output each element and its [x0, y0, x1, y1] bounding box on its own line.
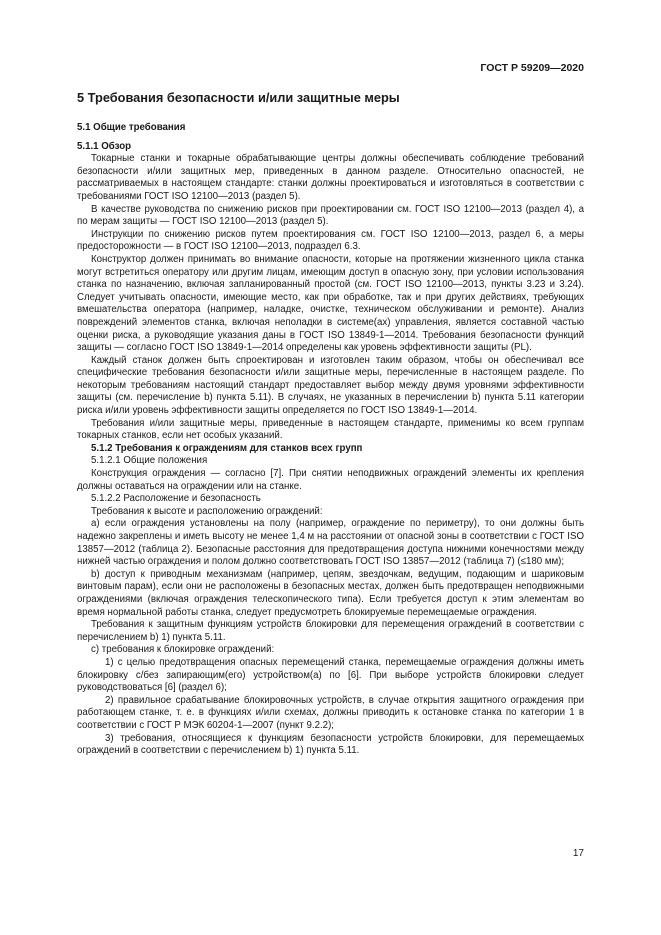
overview-title: 5.1.1 Обзор: [77, 140, 132, 152]
subsection-title: 5.1 Общие требования: [77, 122, 186, 133]
paragraph: Каждый станок должен быть спроектирован и изготовлен таким образом, чтобы он обеспечивал все специфические требования безопасности и/или защитные меры, перечисленные в настоящем разделе. По некоторым требованиям настоящий стандарт предоставляет выбор между двумя уровнями эффективности защиты (см. перечисление b) пункта 5.11). В случаях, не указанных в перечислении b) пункта 5.11 категории риска и/или уровень эффективности защиты определяется по ГОСТ ISO 13849-1—2014.: [77, 354, 584, 417]
location-title: 5.1.2.2 Расположение и безопасность: [91, 493, 261, 505]
paragraph: Конструктор должен принимать во внимание опасности, которые на протяжении жизненного цикла станка могут встретиться оператору или другим лицам, имеющим доступ в опасную зону, при условии использования станка по назначению, включая запланированный простой (см. ГОСТ ISO 12100—2013, пункты 3.23 и 3.24). Следует учитывать опасности, имеющие место, как при обработке, так и при других действиях, требующих вмешательства оператора (например, наладке, очистке, техническом обслуживании и ремонте). Анализ повреждений элементов станка, включая неполадки в системе(ах) управления, является составной частью оценки риска, а руководящие указания даны в ГОСТ ISO 13849-1—2014. Требования безопасности функций защиты — согласно ГОСТ ISO 13849-1—2014 определены как уровень эффективности защиты (PL).: [77, 253, 584, 354]
paragraph: Требования к защитным функциям устройств блокировки для перемещения ограждений в соответствии с перечислением b) 1) пункта 5.11.: [77, 619, 584, 643]
paragraph: Инструкции по снижению рисков путем проектирования см. ГОСТ ISO 12100—2013, раздел 6, а меры предосторожности — в ГОСТ ISO 12100—2013, подраздел 6.3.: [77, 228, 584, 253]
paragraph: Требования к высоте и расположению ограждений:: [91, 505, 323, 517]
document-id: ГОСТ Р 59209—2020: [480, 62, 584, 74]
paragraph: Конструкция ограждения — согласно [7]. При снятии неподвижных ограждений элементы их крепления должны оставаться на ограждении или на станке.: [77, 468, 584, 492]
list-item-c: с) требования к блокировке ограждений:: [91, 644, 275, 656]
general-title: 5.1.2.1 Общие положения: [91, 455, 208, 467]
list-item-b: b) доступ к приводным механизмам (например, цепям, звездочкам, ведущим, подающим и шариковым винтовым парам), если они не расположены в безопасных местах, должен быть предотвращен неподвижными ограждениями (включая ограждения телескопического типа). Если требуется доступ к этим элементам во время нормальной работы станка, следует предусмотреть блокируемые перемещаемые ограждения.: [77, 568, 584, 618]
paragraph: Требования и/или защитные меры, приведенные в настоящем стандарте, применимы ко всем группам токарных станков, если нет особых указаний.: [77, 417, 584, 442]
guards-title: 5.1.2 Требования к ограждениям для станков всех групп: [91, 442, 363, 454]
paragraph: В качестве руководства по снижению рисков при проектировании см. ГОСТ ISO 12100—2013 (раздел 4), а по мерам защиты — ГОСТ ISO 12100—2013 (раздел 5).: [77, 203, 584, 228]
page-number: 17: [572, 848, 584, 859]
paragraph: Токарные станки и токарные обрабатывающие центры должны обеспечивать соблюдение требований безопасности и/или защитных мер, приведенных в данном разделе. Относительно опасностей, не рассматриваемых в настоящем стандарте: станки должны проектироваться и изготовляться в соответствии с требованиями ГОСТ ISO 12100—2013 (раздел 5).: [77, 153, 584, 202]
list-item-c1: 1) с целью предотвращения опасных перемещений станка, перемещаемые ограждения должны иметь блокировку с/без запирающим(его) устройством(а) по [6]. При выборе устройств блокировки следует руководствоваться [6] (раздел 6);: [77, 656, 584, 694]
section-title: 5 Требования безопасности и/или защитные меры: [77, 90, 400, 105]
list-item-a: а) если ограждения установлены на полу (например, ограждение по периметру), то они должны быть надежно закреплены и иметь высоту не менее 1,4 м на расстоянии от опасной зоны в соответствии с ГОСТ ISO 13857—2012 (таблица 2). Безопасные расстояния для предотвращения доступа нижними конечностями между нижней частью ограждения и полом должно соответствовать ГОСТ ISO 13857—2012 (таблица 7) (≤180 мм);: [77, 518, 584, 568]
list-item-c2: 2) правильное срабатывание блокировочных устройств, в случае открытия защитного ограждения при работающем станке, т. е. в функциях и/или схемах, должны приводить к остановке станка по категории 1 в соответствии с ГОСТ Р МЭК 60204-1—2007 (пункт 9.2.2);: [77, 694, 584, 731]
list-item-c3: 3) требования, относящиеся к функциям безопасности устройств блокировки, для перемещаемых ограждений в соответствии с перечислением b) 1) пункта 5.11.: [77, 732, 584, 757]
page-content: [77, 90, 584, 758]
